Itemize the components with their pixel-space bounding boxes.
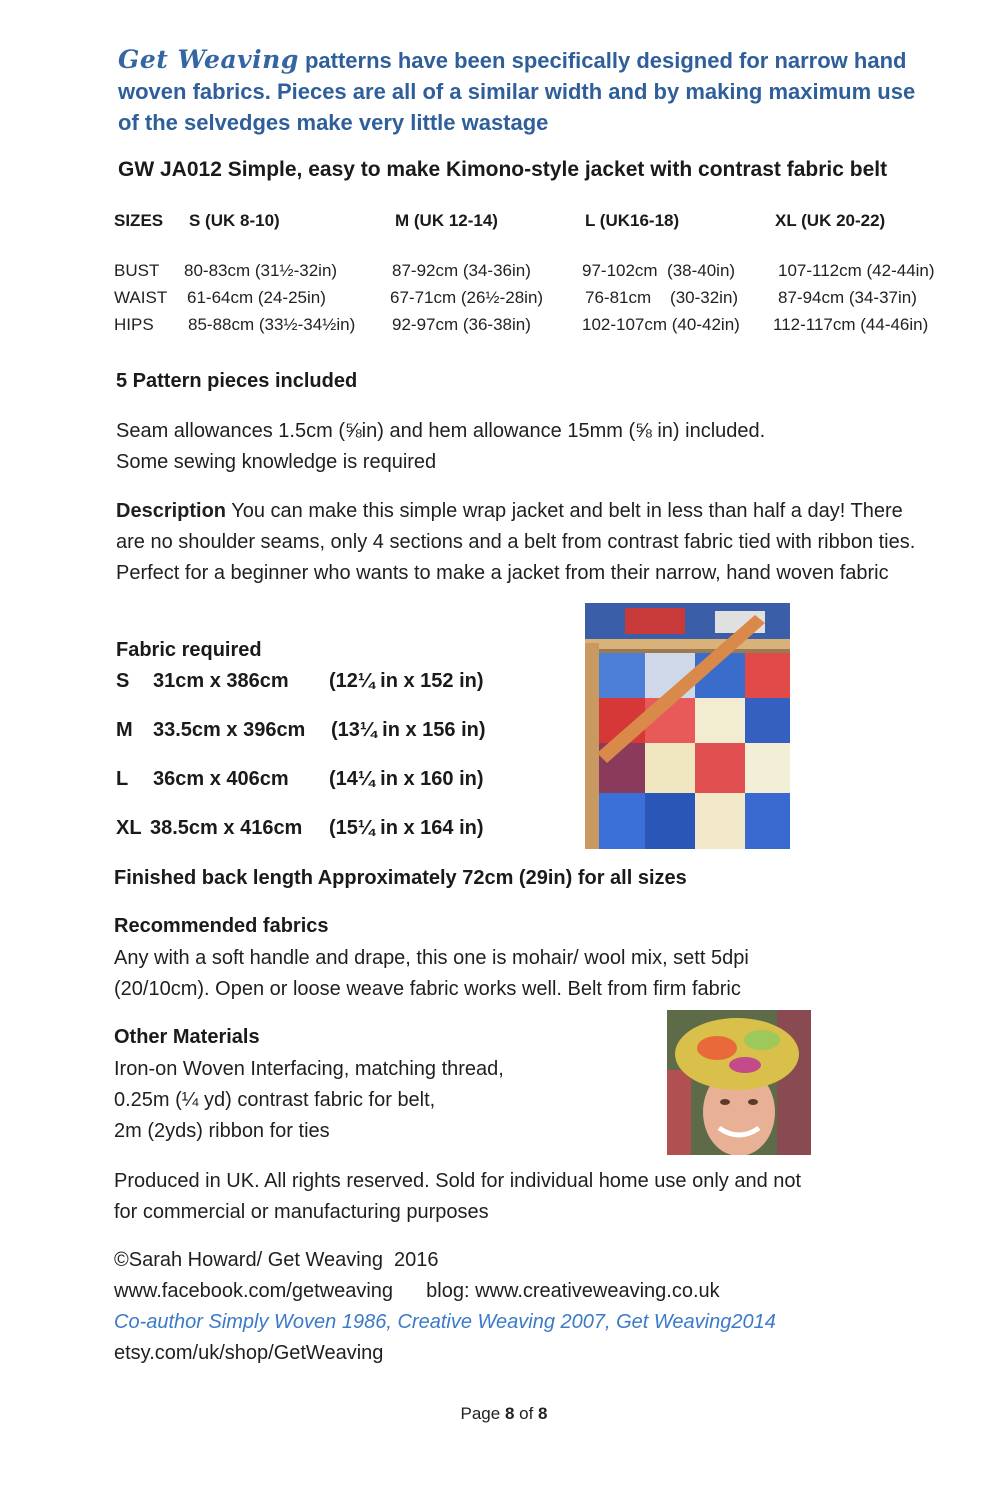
intro-text: patterns have been specifically designed for narrow hand woven fabrics. Pieces are all of a similar width and by making maximum use of the selvedges make very little wastage — [118, 48, 916, 135]
page-current: 8 — [504, 1404, 515, 1423]
hips-label: HIPS — [114, 315, 154, 334]
material-item: 2m (2yds) ribbon for ties — [114, 1120, 330, 1142]
fabric-size: M — [116, 719, 133, 741]
bust-label: BUST — [114, 261, 160, 280]
recommended-text — [114, 943, 974, 1005]
page-total: 8 — [538, 1404, 548, 1423]
fabric-metric: 33.5cm x 396cm — [153, 719, 306, 741]
size-s-header: S (UK 8-10) — [189, 211, 280, 230]
brand-name: Get Weaving — [118, 45, 299, 74]
credits — [114, 1245, 994, 1369]
description-text: You can make this simple wrap jacket and belt in less than half a day! There are no shoulder seams, only 4 sections and a belt from contrast fabric tied with ribbon ties. Perfect for a beginner who wants to make a jacket from their narrow, hand woven fabric — [116, 500, 916, 584]
etsy-link[interactable]: etsy.com/uk/shop/GetWeaving — [114, 1342, 384, 1364]
fabric-imperial: (12¼ in x 152 in) — [329, 670, 484, 692]
finished-length: Finished back length Approximately 72cm (29in) for all sizes — [114, 867, 687, 889]
recommended-line-1: Any with a soft handle and drape, this one is mohair/ wool mix, sett 5dpi — [114, 947, 749, 969]
hips-m: 92-97cm (36-38in) — [392, 315, 531, 334]
rights-line-1: Produced in UK. All rights reserved. Sold for individual home use only and not — [114, 1170, 802, 1192]
material-item: 0.25m (¼ yd) contrast fabric for belt, — [114, 1089, 436, 1111]
woven-fabric-photo — [585, 603, 790, 849]
size-m-header: M (UK 12-14) — [395, 211, 498, 230]
page-number — [0, 1404, 1008, 1424]
waist-xl: 87-94cm (34-37in) — [778, 288, 917, 307]
materials-heading: Other Materials — [114, 1026, 260, 1048]
fabric-imperial: (15¼ in x 164 in) — [329, 817, 484, 839]
seam-line-1: Seam allowances 1.5cm (⅝in) and hem allowance 15mm (⅝ in) included. — [116, 420, 766, 442]
waist-l: 76-81cm (30-32in) — [585, 288, 739, 307]
copyright: ©Sarah Howard/ Get Weaving 2016 — [114, 1249, 439, 1271]
description-label: Description — [116, 500, 227, 522]
description-paragraph — [116, 496, 916, 589]
seam-allowance-text — [116, 416, 976, 478]
fabric-size: XL — [116, 817, 142, 839]
bust-l: 97-102cm (38-40in) — [582, 261, 736, 280]
hips-s: 85-88cm (33½-34½in) — [188, 315, 356, 334]
waist-s: 61-64cm (24-25in) — [187, 288, 326, 307]
facebook-link[interactable]: www.facebook.com/getweaving — [114, 1280, 394, 1302]
rights-line-2: for commercial or manufacturing purposes — [114, 1201, 489, 1223]
waist-label: WAIST — [114, 288, 168, 307]
fabric-imperial: (13¼ in x 156 in) — [331, 719, 486, 741]
bust-xl: 107-112cm (42-44in) — [778, 261, 935, 280]
fabric-size: L — [116, 768, 129, 790]
page-prefix: Page — [460, 1404, 505, 1423]
intro-paragraph — [118, 44, 938, 138]
hips-l: 102-107cm (40-42in) — [582, 315, 740, 334]
coauthor-line: Co-author Simply Woven 1986, Creative Weaving 2007, Get Weaving2014 — [114, 1311, 776, 1333]
waist-m: 67-71cm (26½-28in) — [390, 288, 544, 307]
fabric-metric: 38.5cm x 416cm — [150, 817, 303, 839]
fabric-imperial: (14¼ in x 160 in) — [329, 768, 484, 790]
pieces-heading: 5 Pattern pieces included — [116, 370, 358, 392]
page-middle: of — [514, 1404, 539, 1423]
bust-m: 87-92cm (34-36in) — [392, 261, 531, 280]
rights-notice — [114, 1166, 994, 1228]
material-item: Iron-on Woven Interfacing, matching thread, — [114, 1058, 504, 1080]
size-xl-header: XL (UK 20-22) — [775, 211, 886, 230]
seam-line-2: Some sewing knowledge is required — [116, 451, 437, 473]
fabric-size: S — [116, 670, 130, 692]
recommended-line-2: (20/10cm). Open or loose weave fabric works well. Belt from firm fabric — [114, 978, 741, 1000]
fabric-heading: Fabric required — [116, 639, 262, 661]
hips-xl: 112-117cm (44-46in) — [773, 315, 929, 334]
bust-s: 80-83cm (31½-32in) — [184, 261, 338, 280]
fabric-metric: 36cm x 406cm — [153, 768, 289, 790]
size-l-header: L (UK16-18) — [585, 211, 680, 230]
recommended-heading: Recommended fabrics — [114, 915, 329, 937]
sizes-label: SIZES — [114, 211, 164, 230]
author-photo — [667, 1010, 811, 1155]
materials-list — [114, 1054, 654, 1147]
links-line — [114, 1276, 994, 1307]
pattern-title: GW JA012 Simple, easy to make Kimono-style jacket with contrast fabric belt — [118, 158, 888, 181]
blog-link[interactable]: blog: www.creativeweaving.co.uk — [426, 1280, 720, 1302]
fabric-metric: 31cm x 386cm — [153, 670, 289, 692]
